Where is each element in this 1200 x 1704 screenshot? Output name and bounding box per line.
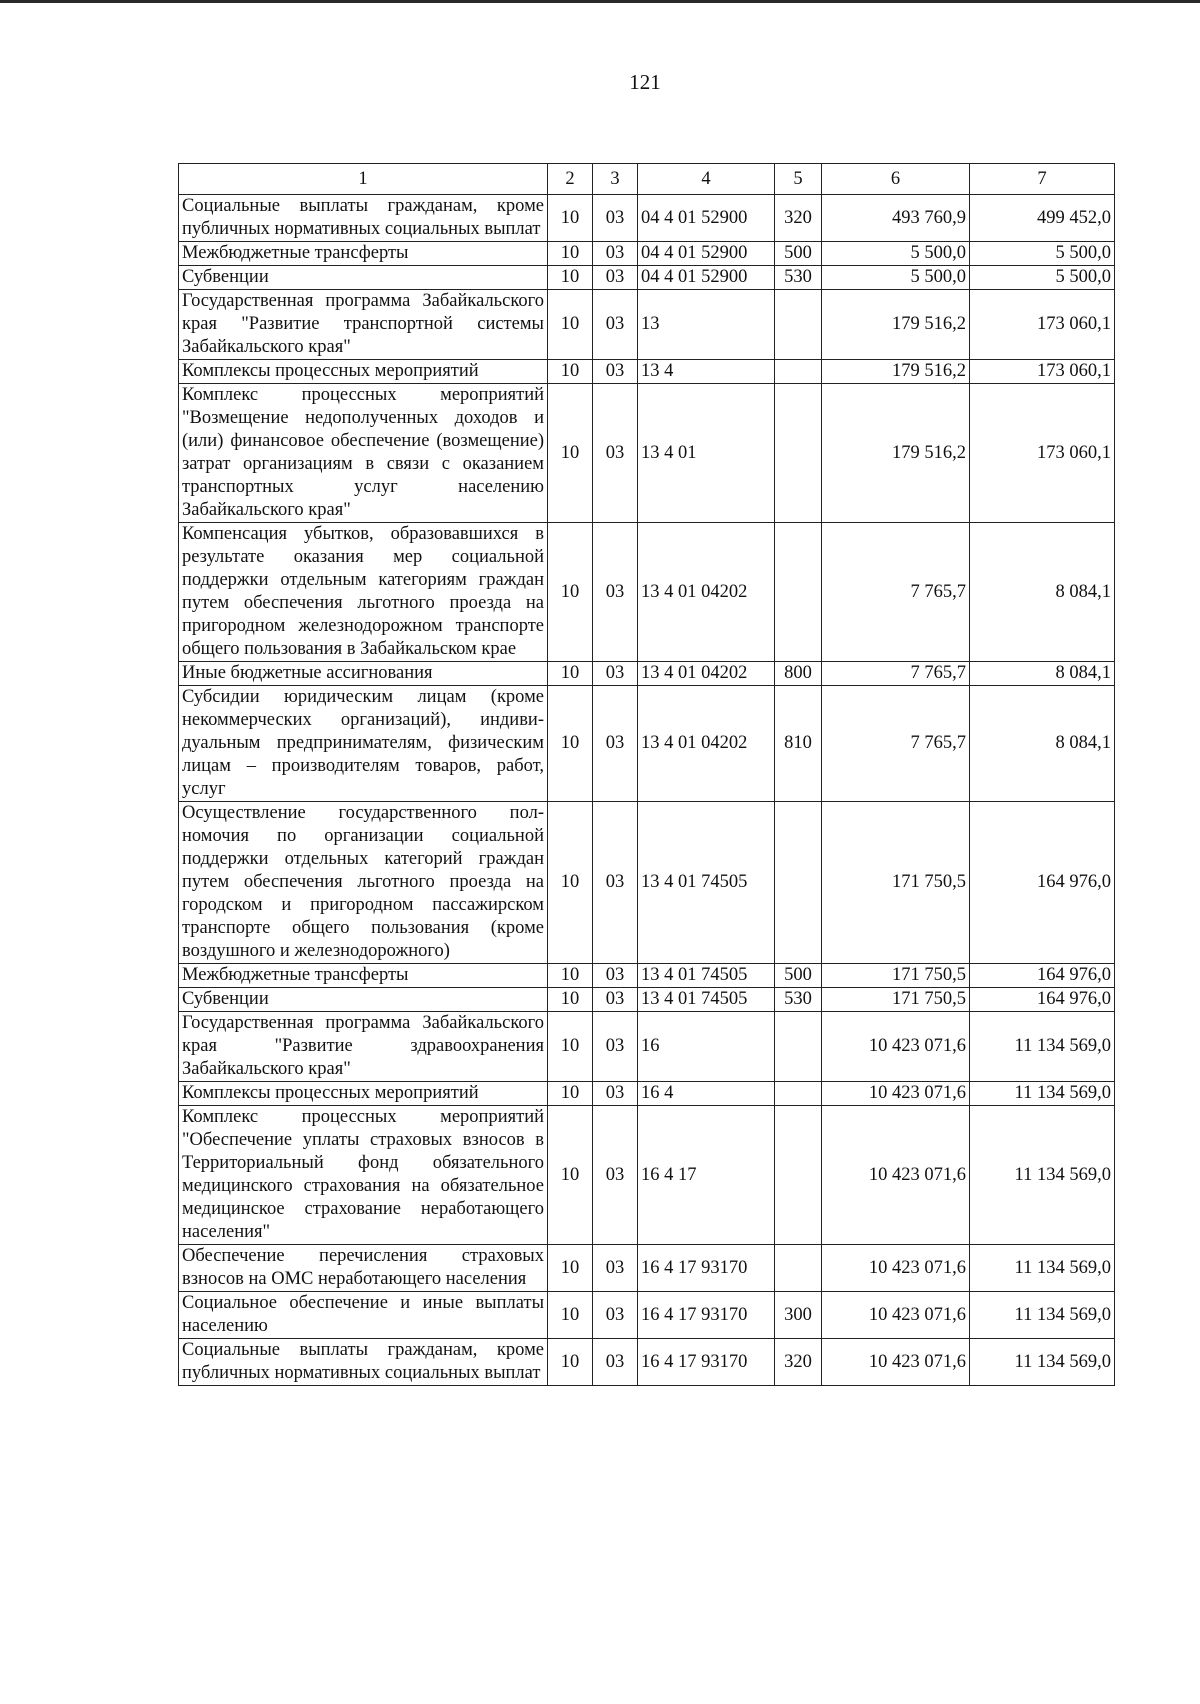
- amount-year2-cell: 8 084,1: [970, 523, 1115, 662]
- column-header: 5: [775, 164, 822, 195]
- top-rule: [0, 0, 1200, 3]
- table-row: [179, 290, 1115, 360]
- amount-year1-cell: 179 516,2: [822, 360, 970, 384]
- amount-year2-cell: 164 976,0: [970, 802, 1115, 964]
- podrazdel-cell: 03: [593, 1012, 638, 1082]
- table-row: [179, 195, 1115, 242]
- razdel-cell: 10: [548, 686, 593, 802]
- podrazdel-cell: 03: [593, 686, 638, 802]
- amount-year1-cell: 10 423 071,6: [822, 1106, 970, 1245]
- razdel-cell: 10: [548, 384, 593, 523]
- amount-year2-cell: 11 134 569,0: [970, 1082, 1115, 1106]
- target-article-cell: 16 4 17 93170: [638, 1292, 775, 1339]
- amount-year1-cell: 493 760,9: [822, 195, 970, 242]
- amount-year1-cell: 171 750,5: [822, 988, 970, 1012]
- expense-type-cell: [775, 290, 822, 360]
- table-row: [179, 1082, 1115, 1106]
- target-article-cell: 16 4 17 93170: [638, 1245, 775, 1292]
- amount-year2-cell: 8 084,1: [970, 662, 1115, 686]
- target-article-cell: 04 4 01 52900: [638, 242, 775, 266]
- target-article-cell: 16 4 17 93170: [638, 1339, 775, 1386]
- amount-year1-cell: 7 765,7: [822, 686, 970, 802]
- podrazdel-cell: 03: [593, 290, 638, 360]
- row-name-cell: Межбюджетные трансферты: [179, 242, 548, 266]
- expense-type-cell: [775, 523, 822, 662]
- amount-year1-cell: 179 516,2: [822, 384, 970, 523]
- target-article-cell: 04 4 01 52900: [638, 266, 775, 290]
- table-row: [179, 662, 1115, 686]
- razdel-cell: 10: [548, 1339, 593, 1386]
- amount-year1-cell: 10 423 071,6: [822, 1292, 970, 1339]
- razdel-cell: 10: [548, 242, 593, 266]
- podrazdel-cell: 03: [593, 523, 638, 662]
- table-row: [179, 523, 1115, 662]
- target-article-cell: 13 4 01: [638, 384, 775, 523]
- razdel-cell: 10: [548, 360, 593, 384]
- target-article-cell: 16 4: [638, 1082, 775, 1106]
- amount-year2-cell: 11 134 569,0: [970, 1012, 1115, 1082]
- razdel-cell: 10: [548, 662, 593, 686]
- column-number-row: [179, 164, 1115, 195]
- row-name-cell: Комплексы процессных мероприятий: [179, 1082, 548, 1106]
- column-header: 4: [638, 164, 775, 195]
- table-row: [179, 1292, 1115, 1339]
- podrazdel-cell: 03: [593, 266, 638, 290]
- row-name-cell: Межбюджетные трансферты: [179, 964, 548, 988]
- table-row: [179, 360, 1115, 384]
- page-number: 121: [629, 70, 661, 94]
- amount-year1-cell: 10 423 071,6: [822, 1339, 970, 1386]
- row-name-cell: Субвенции: [179, 266, 548, 290]
- amount-year2-cell: 173 060,1: [970, 290, 1115, 360]
- table-body: [179, 195, 1115, 1386]
- amount-year2-cell: 11 134 569,0: [970, 1292, 1115, 1339]
- row-name-cell: Социальное обеспечение и иные выплаты населению: [179, 1292, 548, 1339]
- target-article-cell: 13: [638, 290, 775, 360]
- expense-type-cell: 300: [775, 1292, 822, 1339]
- amount-year1-cell: 7 765,7: [822, 662, 970, 686]
- razdel-cell: 10: [548, 1292, 593, 1339]
- podrazdel-cell: 03: [593, 360, 638, 384]
- amount-year1-cell: 10 423 071,6: [822, 1245, 970, 1292]
- razdel-cell: 10: [548, 523, 593, 662]
- amount-year1-cell: 171 750,5: [822, 802, 970, 964]
- razdel-cell: 10: [548, 195, 593, 242]
- row-name-cell: Комплекс процессных мероприятий "Возмещение недополученных доходов и (или) финансовое обеспечение (возмещение) затрат организациям в связи с оказанием транспортных услуг населению Забайкальского края": [179, 384, 548, 523]
- table-row: [179, 242, 1115, 266]
- table-row: [179, 686, 1115, 802]
- razdel-cell: 10: [548, 802, 593, 964]
- razdel-cell: 10: [548, 1082, 593, 1106]
- amount-year2-cell: 173 060,1: [970, 360, 1115, 384]
- row-name-cell: Осуществление государственного полномочия по организации социальной поддержки отдельных категорий граждан путем обеспечения льготного проезда на городском и пригородном пассажирском транспорте общего пользования (кроме воздушного и железнодорожного): [179, 802, 548, 964]
- podrazdel-cell: 03: [593, 1106, 638, 1245]
- podrazdel-cell: 03: [593, 802, 638, 964]
- target-article-cell: 13 4 01 74505: [638, 802, 775, 964]
- expense-type-cell: [775, 1106, 822, 1245]
- row-name-cell: Социальные выплаты гражданам, кроме публичных нормативных социальных выплат: [179, 195, 548, 242]
- table-row: [179, 1245, 1115, 1292]
- podrazdel-cell: 03: [593, 242, 638, 266]
- table-row: [179, 1106, 1115, 1245]
- row-name-cell: Субвенции: [179, 988, 548, 1012]
- razdel-cell: 10: [548, 1012, 593, 1082]
- razdel-cell: 10: [548, 290, 593, 360]
- podrazdel-cell: 03: [593, 1082, 638, 1106]
- expense-type-cell: 320: [775, 195, 822, 242]
- row-name-cell: Комплексы процессных мероприятий: [179, 360, 548, 384]
- column-header: 6: [822, 164, 970, 195]
- row-name-cell: Комплекс процессных мероприятий "Обеспечение уплаты страховых взносов в Территориальный фонд обязательного медицинского страхования на обязательное медицинское страхование неработающего населения": [179, 1106, 548, 1245]
- podrazdel-cell: 03: [593, 1339, 638, 1386]
- amount-year1-cell: 179 516,2: [822, 290, 970, 360]
- amount-year2-cell: 11 134 569,0: [970, 1339, 1115, 1386]
- target-article-cell: 13 4 01 04202: [638, 523, 775, 662]
- column-header: 3: [593, 164, 638, 195]
- amount-year2-cell: 5 500,0: [970, 266, 1115, 290]
- razdel-cell: 10: [548, 1106, 593, 1245]
- razdel-cell: 10: [548, 1245, 593, 1292]
- row-name-cell: Компенсация убытков, образовавшихся в результате оказания мер социальной поддержки отдельным категориям граждан путем обеспечения льготного проезда на пригородном железнодорожном транспорте общего пользования в Забайкальском крае: [179, 523, 548, 662]
- column-header: 2: [548, 164, 593, 195]
- expense-type-cell: [775, 1245, 822, 1292]
- amount-year1-cell: 10 423 071,6: [822, 1012, 970, 1082]
- podrazdel-cell: 03: [593, 384, 638, 523]
- target-article-cell: 16 4 17: [638, 1106, 775, 1245]
- expense-type-cell: 320: [775, 1339, 822, 1386]
- amount-year1-cell: 171 750,5: [822, 964, 970, 988]
- target-article-cell: 13 4 01 04202: [638, 686, 775, 802]
- expense-type-cell: 800: [775, 662, 822, 686]
- expense-type-cell: [775, 360, 822, 384]
- expense-type-cell: [775, 1082, 822, 1106]
- target-article-cell: 13 4 01 04202: [638, 662, 775, 686]
- target-article-cell: 16: [638, 1012, 775, 1082]
- amount-year2-cell: 5 500,0: [970, 242, 1115, 266]
- amount-year2-cell: 164 976,0: [970, 964, 1115, 988]
- razdel-cell: 10: [548, 266, 593, 290]
- amount-year2-cell: 11 134 569,0: [970, 1245, 1115, 1292]
- target-article-cell: 13 4: [638, 360, 775, 384]
- podrazdel-cell: 03: [593, 195, 638, 242]
- table-row: [179, 1339, 1115, 1386]
- column-header: 7: [970, 164, 1115, 195]
- table-row: [179, 384, 1115, 523]
- podrazdel-cell: 03: [593, 1245, 638, 1292]
- table-row: [179, 802, 1115, 964]
- expense-type-cell: 810: [775, 686, 822, 802]
- expense-type-cell: [775, 384, 822, 523]
- table-row: [179, 988, 1115, 1012]
- amount-year2-cell: 11 134 569,0: [970, 1106, 1115, 1245]
- row-name-cell: Государственная программа Забайкальского края "Развитие здравоохранения Забайкальского края": [179, 1012, 548, 1082]
- row-name-cell: Государственная программа Забайкальского края "Развитие транспортной системы Забайкальского края": [179, 290, 548, 360]
- budget-table: [178, 163, 1115, 1386]
- amount-year1-cell: 5 500,0: [822, 242, 970, 266]
- razdel-cell: 10: [548, 964, 593, 988]
- row-name-cell: Социальные выплаты гражданам, кроме публичных нормативных социальных выплат: [179, 1339, 548, 1386]
- podrazdel-cell: 03: [593, 662, 638, 686]
- row-name-cell: Иные бюджетные ассигнования: [179, 662, 548, 686]
- amount-year1-cell: 10 423 071,6: [822, 1082, 970, 1106]
- podrazdel-cell: 03: [593, 1292, 638, 1339]
- expense-type-cell: 500: [775, 964, 822, 988]
- amount-year2-cell: 164 976,0: [970, 988, 1115, 1012]
- amount-year2-cell: 499 452,0: [970, 195, 1115, 242]
- row-name-cell: Обеспечение перечисления страховых взносов на ОМС неработающего населения: [179, 1245, 548, 1292]
- amount-year1-cell: 7 765,7: [822, 523, 970, 662]
- target-article-cell: 04 4 01 52900: [638, 195, 775, 242]
- amount-year2-cell: 173 060,1: [970, 384, 1115, 523]
- amount-year2-cell: 8 084,1: [970, 686, 1115, 802]
- table-row: [179, 1012, 1115, 1082]
- amount-year1-cell: 5 500,0: [822, 266, 970, 290]
- expense-type-cell: 530: [775, 266, 822, 290]
- podrazdel-cell: 03: [593, 988, 638, 1012]
- column-header: 1: [179, 164, 548, 195]
- expense-type-cell: [775, 802, 822, 964]
- table-row: [179, 964, 1115, 988]
- target-article-cell: 13 4 01 74505: [638, 964, 775, 988]
- target-article-cell: 13 4 01 74505: [638, 988, 775, 1012]
- expense-type-cell: [775, 1012, 822, 1082]
- razdel-cell: 10: [548, 988, 593, 1012]
- expense-type-cell: 500: [775, 242, 822, 266]
- row-name-cell: Субсидии юридическим лицам (кроме некоммерческих организаций), индивидуальным предпринимателям, физическим лицам – производителям товаров, работ, услуг: [179, 686, 548, 802]
- table-row: [179, 266, 1115, 290]
- podrazdel-cell: 03: [593, 964, 638, 988]
- expense-type-cell: 530: [775, 988, 822, 1012]
